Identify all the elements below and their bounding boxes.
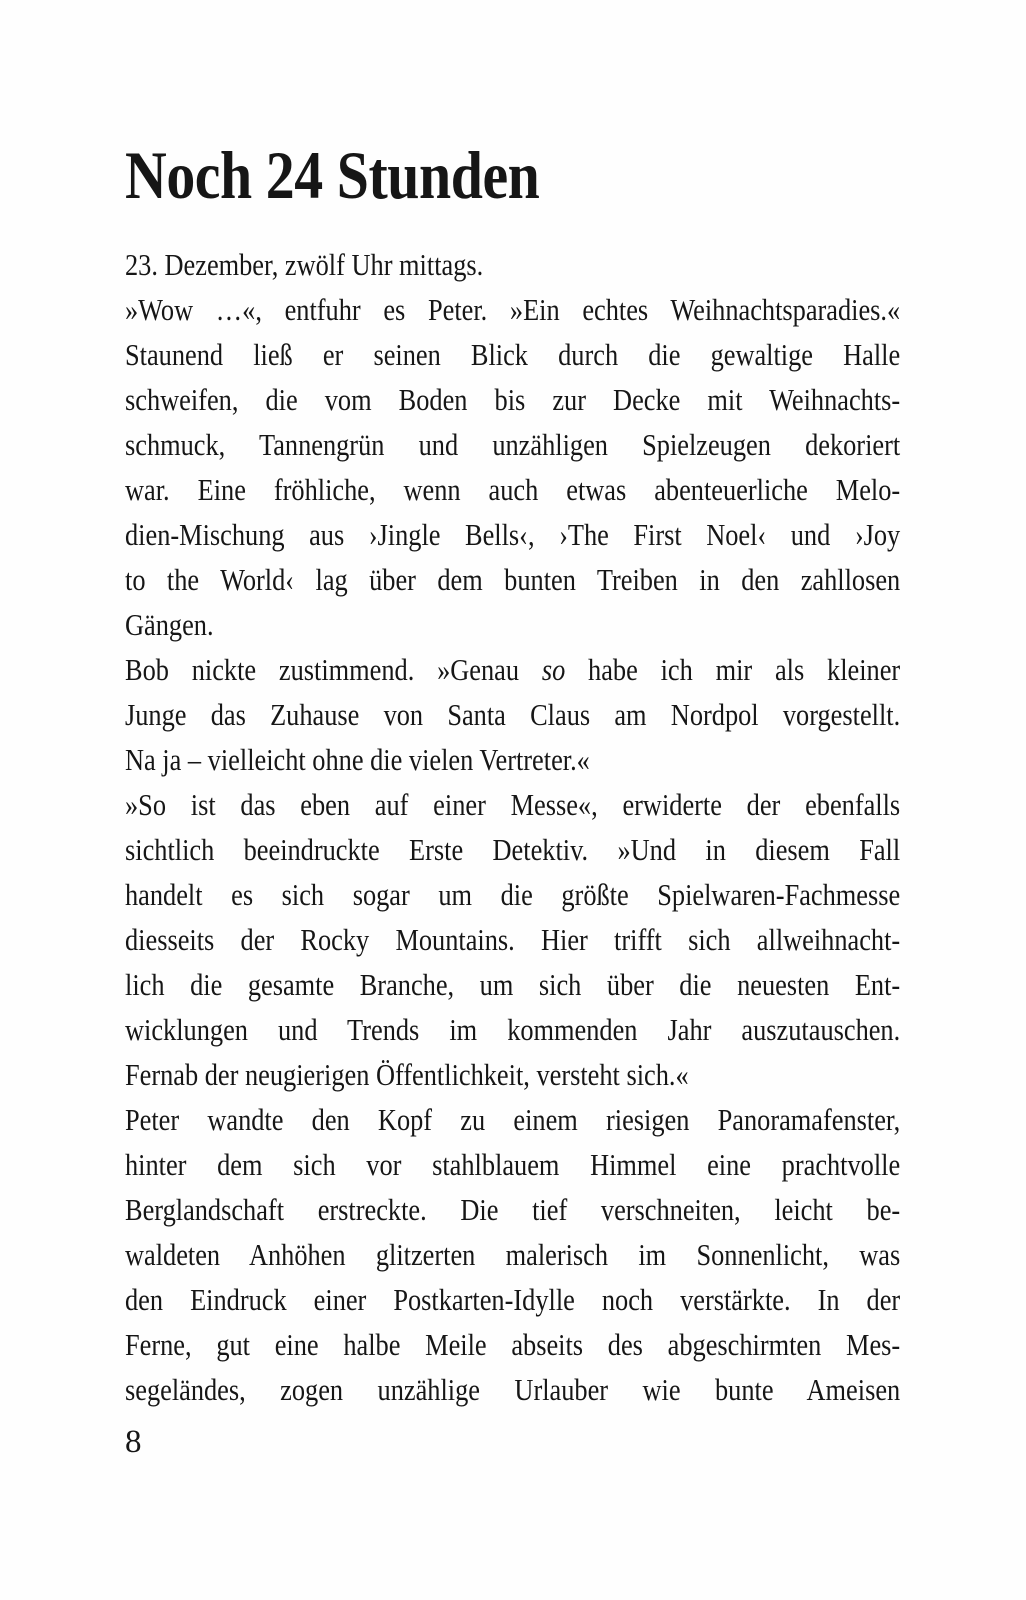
text-line <box>125 1007 900 1052</box>
text-line <box>125 422 900 467</box>
text-line <box>125 332 900 377</box>
text-segment: Junge das Zuhause von Santa Claus am Nordpol vorgestellt. <box>125 697 901 732</box>
text-segment: hinter dem sich vor stahlblauem Himmel eine prachtvolle <box>125 1147 901 1182</box>
text-segment: Gängen. <box>125 607 214 642</box>
text-line <box>125 1187 900 1232</box>
text-line <box>125 827 900 872</box>
text-line <box>125 602 900 647</box>
text-line <box>125 692 900 737</box>
text-line <box>125 1052 900 1097</box>
text-segment: handelt es sich sogar um die größte Spielwaren-Fachmesse <box>125 877 901 912</box>
text-line <box>125 1367 900 1412</box>
text-line <box>125 377 900 422</box>
text-segment: to the World‹ lag über dem bunten Treiben in den zahllosen <box>125 562 901 597</box>
text-segment: Peter wandte den Kopf zu einem riesigen Panoramafenster, <box>125 1102 901 1137</box>
text-segment: segeländes, zogen unzählige Urlauber wie bunte Ameisen <box>125 1372 901 1407</box>
text-line <box>125 1322 900 1367</box>
text-line <box>125 242 900 287</box>
text-segment: sichtlich beeindruckte Erste Detektiv. »Und in diesem Fall <box>125 832 901 867</box>
text-line <box>125 737 900 782</box>
text-line <box>125 872 900 917</box>
text-segment: Berglandschaft erstreckte. Die tief verschneiten, leicht be- <box>125 1192 901 1227</box>
text-segment: Staunend ließ er seinen Blick durch die gewaltige Halle <box>125 337 901 372</box>
text-segment: waldeten Anhöhen glitzerten malerisch im Sonnenlicht, was <box>125 1237 901 1272</box>
text-line <box>125 917 900 962</box>
text-line <box>125 782 900 827</box>
text-segment: »Wow …«, entfuhr es Peter. »Ein echtes Weihnachtsparadies.« <box>125 292 901 327</box>
text-line <box>125 1142 900 1187</box>
text-line <box>125 287 900 332</box>
text-segment: schmuck, Tannengrün und unzähligen Spielzeugen dekoriert <box>125 427 901 462</box>
page-number: 8 <box>125 1424 142 1460</box>
text-line <box>125 1277 900 1322</box>
text-segment: Na ja – vielleicht ohne die vielen Vertreter.« <box>125 742 590 777</box>
text-segment: 23. Dezember, zwölf Uhr mittags. <box>125 247 484 282</box>
text-segment: wicklungen und Trends im kommenden Jahr auszutauschen. <box>125 1012 901 1047</box>
text-segment: diesseits der Rocky Mountains. Hier trifft sich allweihnacht- <box>125 922 901 957</box>
text-segment: Ferne, gut eine halbe Meile abseits des abgeschirmten Mes- <box>125 1327 901 1362</box>
text-segment: »So ist das eben auf einer Messe«, erwiderte der ebenfalls <box>125 787 901 822</box>
text-line <box>125 467 900 512</box>
text-line <box>125 647 900 692</box>
text-line <box>125 512 900 557</box>
text-line <box>125 557 900 602</box>
text-segment: lich die gesamte Branche, um sich über die neuesten Ent- <box>125 967 901 1002</box>
text-line <box>125 1232 900 1277</box>
text-segment: Fernab der neugierigen Öffentlichkeit, versteht sich.« <box>125 1057 689 1092</box>
text-segment: den Eindruck einer Postkarten-Idylle noch verstärkte. In der <box>125 1282 901 1317</box>
text-line <box>125 1097 900 1142</box>
text-line <box>125 962 900 1007</box>
emphasized-text: so <box>541 652 566 687</box>
text-segment: schweifen, die vom Boden bis zur Decke mit Weihnachts- <box>125 382 901 417</box>
chapter-title: Noch 24 Stunden <box>125 136 540 213</box>
text-segment: dien-Mischung aus ›Jingle Bells‹, ›The First Noel‹ und ›Joy <box>125 517 901 552</box>
text-segment: habe ich mir als kleiner <box>565 652 901 687</box>
text-segment: Bob nickte zustimmend. »Genau <box>125 652 542 687</box>
text-segment: war. Eine fröhliche, wenn auch etwas abenteuerliche Melo- <box>125 472 901 507</box>
body-text <box>125 242 900 1412</box>
